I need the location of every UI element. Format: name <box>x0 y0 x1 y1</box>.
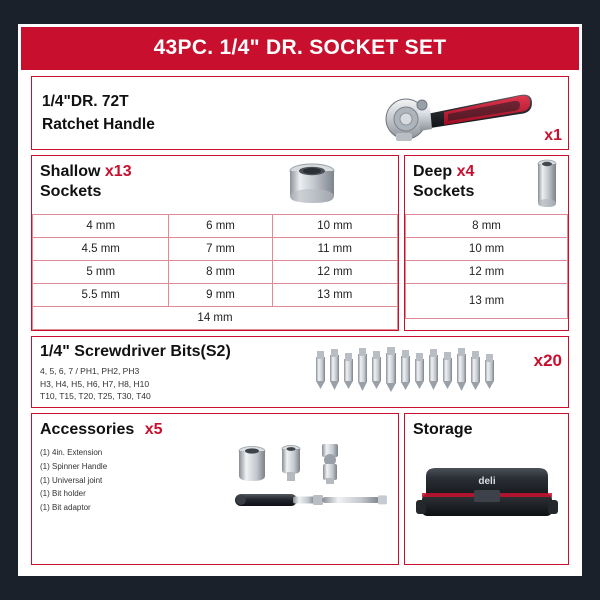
ratchet-handle-text <box>42 90 155 137</box>
bits-quantity: x20 <box>533 351 562 370</box>
accessories-title: Accessories <box>40 421 135 438</box>
deep-quantity: x4 <box>456 163 475 180</box>
storage-brand-label: deli <box>477 476 496 487</box>
table-row <box>406 238 568 261</box>
cell: 10 mm <box>406 238 568 261</box>
accessories-header <box>40 420 390 440</box>
cell: 7 mm <box>169 238 272 261</box>
deep-socket-image <box>536 158 558 210</box>
section-accessories <box>31 413 399 565</box>
accessories-quantity: x5 <box>144 421 163 438</box>
bits-title: 1/4" Screwdriver Bits(S2) <box>40 343 231 360</box>
cell: 12 mm <box>406 261 568 284</box>
section-bottom <box>31 413 569 565</box>
list-item: (1) 4in. Extension <box>40 448 103 458</box>
section-screwdriver-bits <box>31 336 569 408</box>
storage-title: Storage <box>413 421 473 438</box>
cell: 4.5 mm <box>33 238 169 261</box>
product-card <box>18 24 582 576</box>
table-row <box>33 284 398 307</box>
table-row <box>33 307 398 330</box>
cell: 5.5 mm <box>33 284 169 307</box>
deep-sockets-table <box>405 214 568 319</box>
ratchet-line-2: Ratchet Handle <box>42 116 155 133</box>
table-row <box>406 284 568 319</box>
accessories-image <box>227 440 392 530</box>
ratchet-quantity: x1 <box>544 127 562 144</box>
shallow-sockets-tbody <box>33 215 398 330</box>
shallow-title-line-2: Sockets <box>40 183 102 201</box>
shallow-title-line-1: Shallow <box>40 163 101 180</box>
cell: 5 mm <box>33 261 169 284</box>
table-row <box>33 215 398 238</box>
cell: 13 mm <box>272 284 397 307</box>
section-shallow-sockets <box>31 155 399 331</box>
table-row <box>406 261 568 284</box>
deep-sockets-header <box>405 156 568 214</box>
ratchet-handle-image <box>344 85 534 143</box>
shallow-sockets-title <box>40 162 132 203</box>
shallow-quantity: x13 <box>104 163 132 180</box>
list-item: (1) Universal joint <box>40 475 103 485</box>
ratchet-line-1: 1/4"DR. 72T <box>42 92 129 110</box>
cell: 14 mm <box>33 307 398 330</box>
deep-sockets-tbody <box>406 215 568 319</box>
table-row <box>33 261 398 284</box>
list-item: (1) Bit holder <box>40 489 86 499</box>
page-title: 43PC. 1/4" DR. SOCKET SET <box>21 27 579 70</box>
card-body <box>21 70 579 573</box>
cell: 10 mm <box>272 215 397 238</box>
deep-title-line-1: Deep <box>413 163 453 180</box>
table-row <box>33 238 398 261</box>
section-sockets <box>31 155 569 331</box>
cell: 9 mm <box>169 284 272 307</box>
cell: 6 mm <box>169 215 272 238</box>
shallow-socket-image <box>282 160 342 208</box>
deep-title-line-2: Sockets <box>413 183 475 201</box>
bits-line-1: 4, 5, 6, 7 / PH1, PH2, PH3 <box>40 366 140 377</box>
section-ratchet-handle <box>31 76 569 150</box>
bits-line-3: T10, T15, T20, T25, T30, T40 <box>40 391 151 402</box>
section-deep-sockets <box>404 155 569 331</box>
cell: 12 mm <box>272 261 397 284</box>
storage-case-image <box>412 456 562 528</box>
cell: 11 mm <box>272 238 397 261</box>
cell: 13 mm <box>406 284 568 319</box>
screwdriver-bits-image <box>312 345 512 393</box>
table-row <box>406 215 568 238</box>
cell: 8 mm <box>169 261 272 284</box>
list-item: (1) Spinner Handle <box>40 462 108 472</box>
shallow-sockets-header <box>32 156 398 214</box>
cell: 8 mm <box>406 215 568 238</box>
deep-sockets-title <box>413 162 474 203</box>
section-storage <box>404 413 569 565</box>
list-item: (1) Bit adaptor <box>40 502 91 512</box>
shallow-sockets-table <box>32 214 398 330</box>
bits-line-2: H3, H4, H5, H6, H7, H8, H10 <box>40 378 150 389</box>
cell: 4 mm <box>33 215 169 238</box>
